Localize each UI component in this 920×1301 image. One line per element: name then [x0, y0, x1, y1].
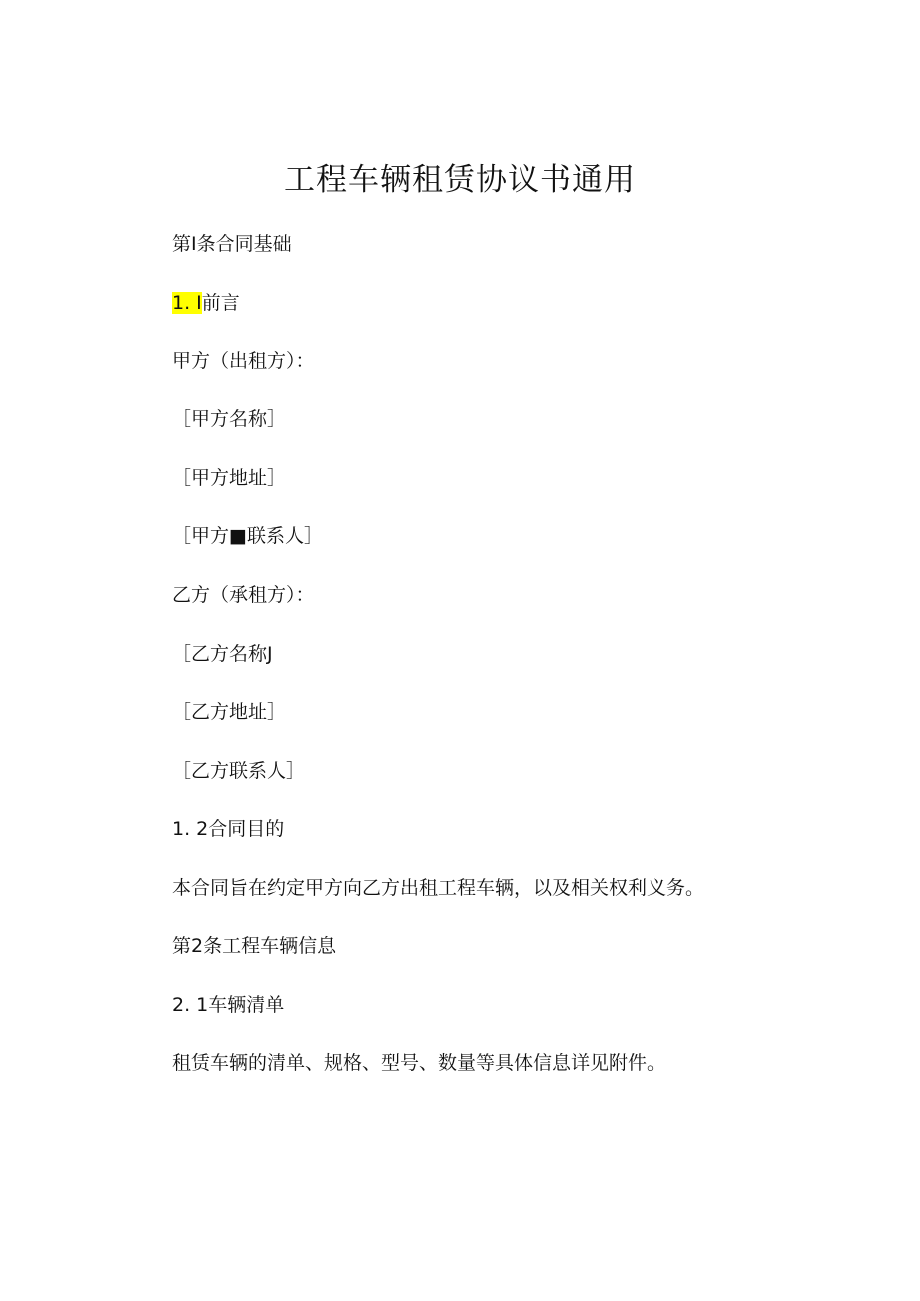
- document-title: 工程车辆租赁协议书通用: [284, 162, 636, 198]
- party-b-label: 乙方（承租方）：: [172, 584, 315, 606]
- section-2-1-heading: 2. 1车辆清单: [172, 994, 285, 1016]
- party-a-name-placeholder: ［甲方名称］: [172, 408, 287, 430]
- section-1-1-title: 前言: [201, 292, 240, 314]
- section-2-1-body: 租赁车辆的清单、规格、型号、数量等具体信息详见附件。: [172, 1052, 667, 1074]
- party-a-label: 甲方（出租方）：: [172, 350, 315, 372]
- article-2-heading: 第2条工程车辆信息: [172, 935, 337, 957]
- party-b-name-placeholder: ［乙方名称J: [172, 643, 273, 665]
- highlighted-section-number: 1. I: [172, 292, 202, 314]
- party-a-contact-placeholder: ［甲方■联系人］: [172, 525, 323, 547]
- party-b-contact-placeholder: ［乙方联系人］: [172, 760, 306, 782]
- section-1-2-heading: 1. 2合同目的: [172, 818, 285, 840]
- party-a-address-placeholder: ［甲方地址］: [172, 467, 287, 489]
- section-1-2-body: 本合同旨在约定甲方向乙方出租工程车辆，以及相关权利义务。: [172, 877, 705, 899]
- party-b-address-placeholder: ［乙方地址］: [172, 701, 287, 723]
- article-1-heading: 第I条合同基础: [172, 233, 292, 255]
- section-1-1-heading: [172, 289, 240, 317]
